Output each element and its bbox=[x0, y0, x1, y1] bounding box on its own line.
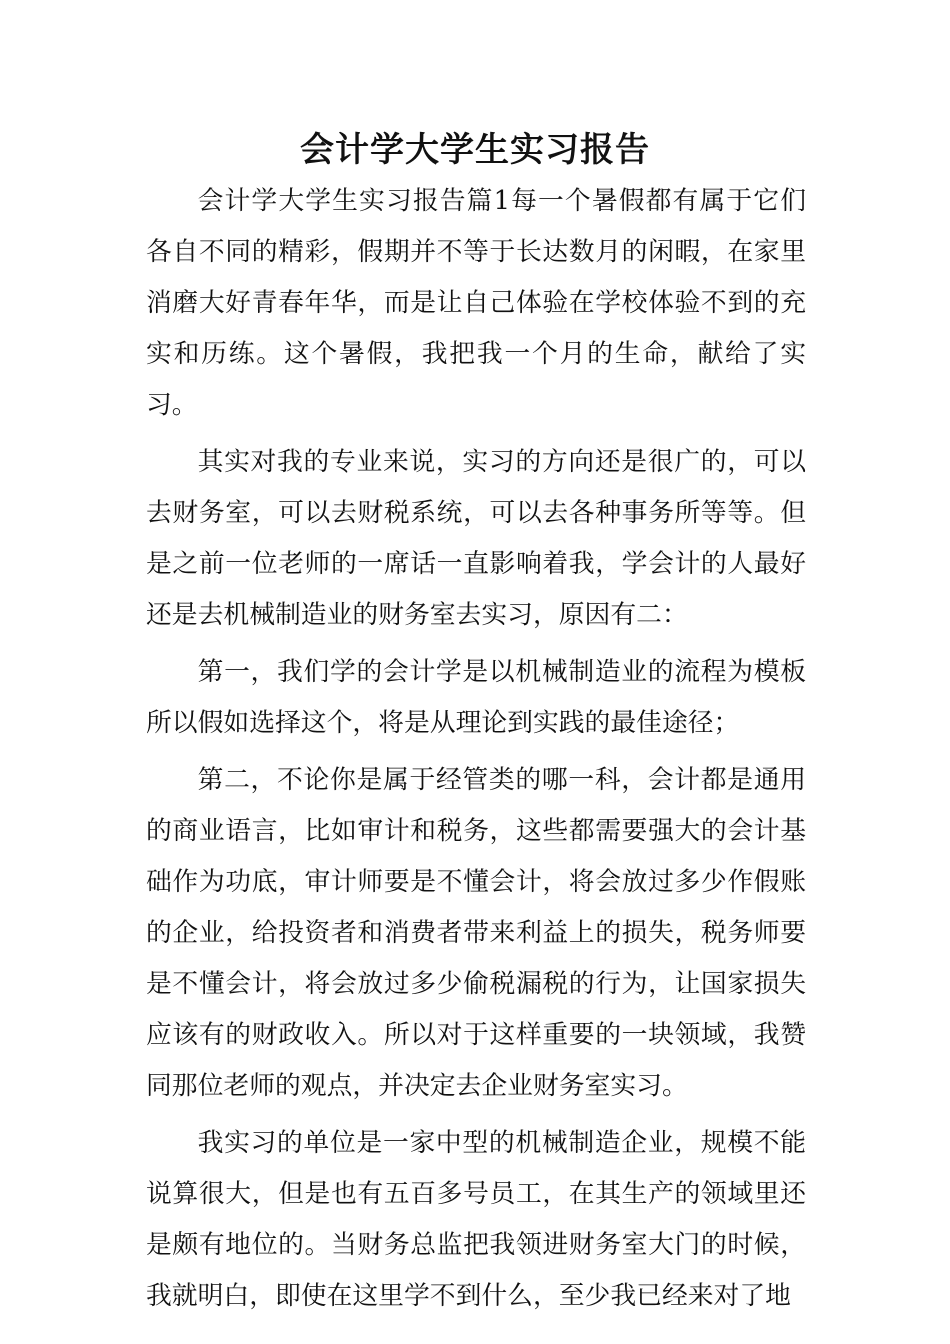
paragraph-4: 第二，不论你是属于经管类的哪一科，会计都是通用的商业语言，比如审计和税务，这些都需要强大的会计基础作为功底，审计师要是不懂会计，将会放过多少作假账的企业，给投资者和消费者带来利益上的损失，税务师要是不懂会计，将会放过多少偷税漏税的行为，让国家损失应该有的财政收入。所以对于这样重要的一块领域，我赞同那位老师的观点，并决定去企业财务室实习。 bbox=[146, 765, 806, 1101]
document-title: 会计学大学生实习报告 bbox=[300, 130, 650, 170]
paragraph-1: 会计学大学生实习报告篇1每一个暑假都有属于它们各自不同的精彩，假期并不等于长达数月的闲暇，在家里消磨大好青春年华，而是让自己体验在学校体验不到的充实和历练。这个暑假，我把我一个月的生命，献给了实习。 bbox=[146, 186, 806, 420]
paragraph-3: 第一，我们学的会计学是以机械制造业的流程为模板所以假如选择这个，将是从理论到实践的最佳途径； bbox=[146, 657, 806, 738]
document-body bbox=[146, 176, 806, 1328]
paragraph-5: 我实习的单位是一家中型的机械制造企业，规模不能说算很大，但是也有五百多号员工，在其生产的领域里还是颇有地位的。当财务总监把我领进财务室大门的时候，我就明白，即使在这里学不到什么，至少我已经来对了地 bbox=[146, 1128, 806, 1311]
paragraph-2: 其实对我的专业来说，实习的方向还是很广的，可以去财务室，可以去财税系统，可以去各种事务所等等。但是之前一位老师的一席话一直影响着我，学会计的人最好还是去机械制造业的财务室去实习，原因有二： bbox=[146, 447, 806, 630]
